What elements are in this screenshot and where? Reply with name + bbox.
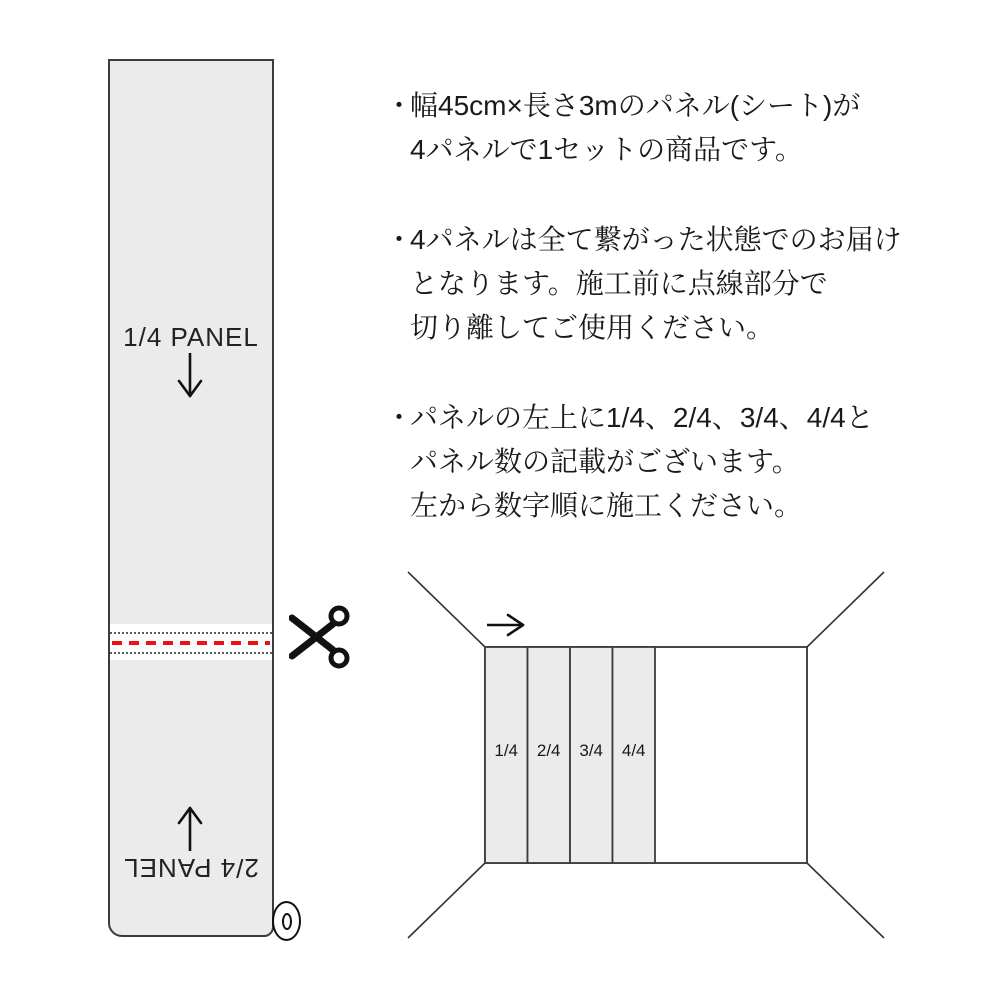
- perspective-line-top-left: [408, 572, 485, 647]
- bullet-marker: ・: [385, 402, 414, 433]
- wall-panel-label-3: 3/4: [579, 741, 604, 760]
- sheet-top-label: 1/4 PANEL: [123, 322, 259, 352]
- bullet-line: 切り離してご使用ください。: [410, 312, 775, 343]
- bullet-marker: ・: [385, 90, 414, 121]
- wall-panel-label-2: 2/4: [536, 741, 561, 760]
- bullet-marker: ・: [385, 224, 414, 255]
- perforation-line-bottom: [110, 652, 272, 654]
- perspective-line-bottom-right: [807, 863, 884, 938]
- instruction-bullet-1: [385, 84, 985, 172]
- down-arrow-icon: [176, 352, 204, 398]
- instruction-bullet-2: [385, 218, 985, 350]
- room-diagram: [395, 555, 895, 955]
- bullet-line: パネル数の記載がございます。: [410, 446, 800, 477]
- instruction-bullet-3: [385, 396, 985, 528]
- red-cut-line: [112, 641, 270, 645]
- bullet-line: 4パネルは全て繋がった状態でのお届け: [410, 224, 902, 255]
- wall-panel-label-1: 1/4: [494, 741, 519, 760]
- bullet-line: 幅45cm×長さ3mのパネル(シート)が: [410, 90, 861, 121]
- perforation-line-top: [110, 632, 272, 634]
- scissors-icon: [289, 604, 351, 670]
- up-arrow-icon: [176, 806, 204, 852]
- bullet-line: となります。施工前に点線部分で: [410, 268, 828, 299]
- instruction-list: [385, 84, 985, 574]
- cut-band: [110, 624, 272, 660]
- perspective-line-bottom-left: [408, 863, 485, 938]
- bullet-line: パネルの左上に1/4、2/4、3/4、4/4と: [410, 402, 874, 433]
- bullet-line: 左から数字順に施工ください。: [410, 490, 803, 521]
- sheet-bottom-label: 2/4 PANEL: [123, 853, 259, 883]
- perspective-line-top-right: [807, 572, 884, 647]
- roll-core-icon: [282, 913, 292, 930]
- bullet-line: 4パネルで1セットの商品です。: [410, 134, 803, 165]
- wall-panel-label-4: 4/4: [621, 741, 646, 760]
- right-arrow-icon: [487, 615, 523, 635]
